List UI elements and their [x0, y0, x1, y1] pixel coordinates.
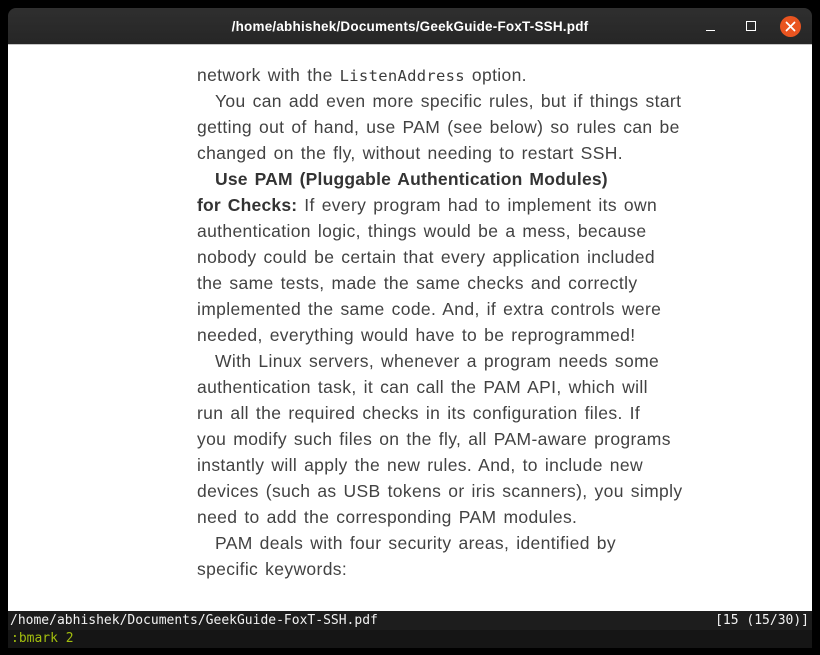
pdf-text — [197, 62, 757, 582]
text-line: Use PAM (Pluggable Authentication Modules) — [215, 169, 608, 189]
text-line: devices (such as USB tokens or iris scanners), you simply — [197, 481, 683, 501]
command-input-bar[interactable] — [8, 630, 812, 648]
command-text: :bmark 2 — [11, 631, 74, 646]
text-line: With Linux servers, whenever a program needs some — [215, 351, 660, 371]
text-line: You can add even more specific rules, but if things start — [215, 91, 682, 111]
text-line: implemented the same code. And, if extra controls were — [197, 299, 662, 319]
close-icon — [785, 21, 796, 32]
window-controls — [700, 8, 801, 44]
pdf-page-view[interactable] — [8, 45, 812, 611]
text-line: run all the required checks in its configuration files. If — [197, 403, 641, 423]
text-line: authentication logic, things would be a mess, because — [197, 221, 647, 241]
window-title: /home/abhishek/Documents/GeekGuide-FoxT-SSH.pdf — [231, 18, 589, 34]
text-line: changed on the fly, without needing to restart SSH. — [197, 143, 623, 163]
maximize-button[interactable] — [740, 16, 761, 37]
text-line: need to add the corresponding PAM modules. — [197, 507, 578, 527]
text-line: nobody could be certain that every application included — [197, 247, 655, 267]
text-line: needed, everything would have to be reprogrammed! — [197, 325, 636, 345]
minimize-button[interactable] — [700, 16, 721, 37]
text-line: PAM deals with four security areas, identified by — [215, 533, 616, 553]
pdf-viewer-window — [8, 8, 812, 648]
minimize-icon — [706, 30, 715, 31]
text-line: the same tests, made the same checks and correctly — [197, 273, 638, 293]
text-line: getting out of hand, use PAM (see below) so rules can be — [197, 117, 680, 137]
text-line: instantly will apply the new rules. And, to include new — [197, 455, 643, 475]
text-line: authentication task, it can call the PAM API, which will — [197, 377, 648, 397]
statusbar-filepath: /home/abhishek/Documents/GeekGuide-FoxT-SSH.pdf — [10, 613, 378, 628]
titlebar[interactable] — [8, 8, 812, 45]
statusbar — [8, 611, 812, 630]
maximize-icon — [746, 21, 756, 31]
statusbar-page-indicator: [15 (15/30)] — [715, 613, 809, 628]
close-button[interactable] — [780, 16, 801, 37]
text-line: you modify such files on the fly, all PAM-aware programs — [197, 429, 671, 449]
text-line: specific keywords: — [197, 559, 348, 579]
text-line: network with the ListenAddress option. — [197, 65, 527, 85]
text-line: for Checks: If every program had to implement its own — [197, 195, 658, 215]
